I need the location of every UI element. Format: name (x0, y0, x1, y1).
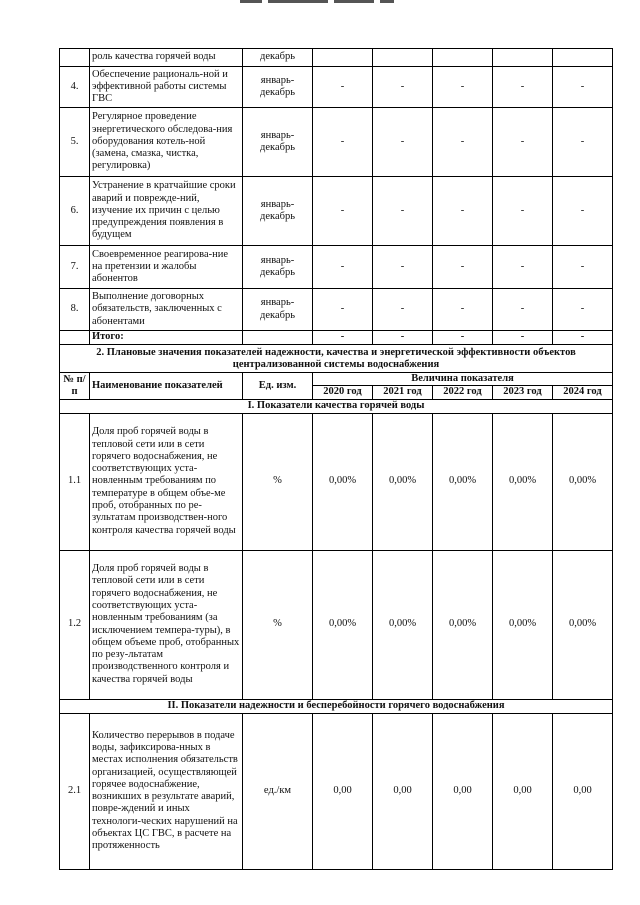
value-2020: - (313, 108, 373, 177)
value-2020: - (313, 289, 373, 331)
activity-text: Своевременное реагирова-ние на претензии и жалобы абонентов (90, 246, 243, 289)
value-2023: 0,00% (493, 413, 553, 550)
header-row (60, 373, 613, 386)
value-2023: - (493, 67, 553, 108)
value-2023: 0,00 (493, 713, 553, 869)
value-2024: 0,00% (553, 550, 613, 699)
year-2023: 2023 год (493, 386, 553, 399)
value-2021: 0,00 (373, 713, 433, 869)
value-2022: - (433, 67, 493, 108)
table-row (60, 67, 613, 108)
period: январь-декабрь (243, 108, 313, 177)
table-row (60, 177, 613, 246)
value-2021: - (373, 289, 433, 331)
year-2020: 2020 год (313, 386, 373, 399)
indicator-text: Количество перерывов в подаче воды, зафиксирова-нных в местах исполнения обязательств организацией, осуществляющей горячее водоснабжение, возникших в результате аварий, повре-ждений и иных технологи-ческих нарушений на объектах ЦС ГВС, в расчете на протяженность (90, 713, 243, 869)
total-2022: - (433, 331, 493, 345)
unit: % (243, 413, 313, 550)
year-2022: 2022 год (433, 386, 493, 399)
value-2021: 0,00% (373, 413, 433, 550)
group-title-row (60, 399, 613, 413)
value-2021 (373, 49, 433, 67)
col-number-header: № п/п (60, 373, 90, 400)
value-2022: 0,00% (433, 413, 493, 550)
row-number: 4. (60, 67, 90, 108)
total-2020: - (313, 331, 373, 345)
activity-text: роль качества горячей воды (90, 49, 243, 67)
table-row (60, 246, 613, 289)
value-2023: - (493, 177, 553, 246)
col-name-header: Наименование показателей (90, 373, 243, 400)
unit: % (243, 550, 313, 699)
row-number: 1.2 (60, 550, 90, 699)
value-2020: - (313, 177, 373, 246)
activity-text: Регулярное проведение энергетического обследова-ния оборудования котель-ной (замена, смазка, чистка, регулировка) (90, 108, 243, 177)
total-empty (60, 331, 90, 345)
value-2024 (553, 49, 613, 67)
value-2024: 0,00 (553, 713, 613, 869)
col-unit-header: Ед. изм. (243, 373, 313, 400)
value-2024: - (553, 246, 613, 289)
value-2022: 0,00 (433, 713, 493, 869)
row-number: 6. (60, 177, 90, 246)
indicators-table (59, 48, 613, 870)
value-2022 (433, 49, 493, 67)
year-2021: 2021 год (373, 386, 433, 399)
activity-text: Обеспечение рациональ-ной и эффективной работы системы ГВС (90, 67, 243, 108)
period: январь-декабрь (243, 246, 313, 289)
row-number: 7. (60, 246, 90, 289)
value-2022: 0,00% (433, 550, 493, 699)
value-2021: - (373, 246, 433, 289)
row-number: 2.1 (60, 713, 90, 869)
page-header-artifact (240, 0, 410, 6)
row-number: 8. (60, 289, 90, 331)
indicator-text: Доля проб горячей воды в тепловой сети или в сети горячего водоснабжения, не соответствующих уста-новленным требованиям (за исключением темпера-туры), в общем объеме проб, отобранных по резу-льтатам производственного контроля и качества горячей воды (90, 550, 243, 699)
section-title-row (60, 345, 613, 373)
table-row (60, 108, 613, 177)
value-2020: 0,00% (313, 550, 373, 699)
period: январь-декабрь (243, 67, 313, 108)
total-empty (243, 331, 313, 345)
value-2023 (493, 49, 553, 67)
value-2022: - (433, 108, 493, 177)
value-2020: - (313, 246, 373, 289)
row-number (60, 49, 90, 67)
total-2024: - (553, 331, 613, 345)
value-2023: - (493, 246, 553, 289)
total-row (60, 331, 613, 345)
value-2020: 0,00 (313, 713, 373, 869)
row-number: 5. (60, 108, 90, 177)
value-2021: 0,00% (373, 550, 433, 699)
value-2022: - (433, 289, 493, 331)
table-row (60, 713, 613, 869)
table-row (60, 289, 613, 331)
value-2023: - (493, 289, 553, 331)
col-value-header: Величина показателя (313, 373, 613, 386)
value-2022: - (433, 177, 493, 246)
value-2023: - (493, 108, 553, 177)
value-2024: - (553, 67, 613, 108)
total-label: Итого: (90, 331, 243, 345)
period: январь-декабрь (243, 289, 313, 331)
indicator-text: Доля проб горячей воды в тепловой сети или в сети горячего водоснабжения, не соответствующих уста-новленным требованиям по температуре в общем объе-ме проб, отобранных по ре-зультатам производствен-ного контроля качества горячей воды (90, 413, 243, 550)
value-2020: - (313, 67, 373, 108)
value-2021: - (373, 108, 433, 177)
value-2024: - (553, 289, 613, 331)
value-2020 (313, 49, 373, 67)
value-2021: - (373, 177, 433, 246)
group-title-row (60, 699, 613, 713)
group-2-title: II. Показатели надежности и бесперебойности горячего водоснабжения (60, 699, 613, 713)
total-2023: - (493, 331, 553, 345)
value-2024: - (553, 108, 613, 177)
activity-text: Выполнение договорных обязательств, заключенных с абонентами (90, 289, 243, 331)
row-number: 1.1 (60, 413, 90, 550)
value-2021: - (373, 67, 433, 108)
period: декабрь (243, 49, 313, 67)
year-2024: 2024 год (553, 386, 613, 399)
value-2020: 0,00% (313, 413, 373, 550)
unit: ед./км (243, 713, 313, 869)
group-1-title: I. Показатели качества горячей воды (60, 399, 613, 413)
table-row (60, 49, 613, 67)
period: январь-декабрь (243, 177, 313, 246)
value-2024: - (553, 177, 613, 246)
value-2023: 0,00% (493, 550, 553, 699)
section-2-title: 2. Плановые значения показателей надежности, качества и энергетической эффективности объектов централизованной системы водоснабжения (60, 345, 613, 373)
table-row (60, 550, 613, 699)
total-2021: - (373, 331, 433, 345)
value-2022: - (433, 246, 493, 289)
value-2024: 0,00% (553, 413, 613, 550)
table-row (60, 413, 613, 550)
activity-text: Устранение в кратчайшие сроки аварий и поврежде-ний, изучение их причин с целью предупреждения появления в будущем (90, 177, 243, 246)
